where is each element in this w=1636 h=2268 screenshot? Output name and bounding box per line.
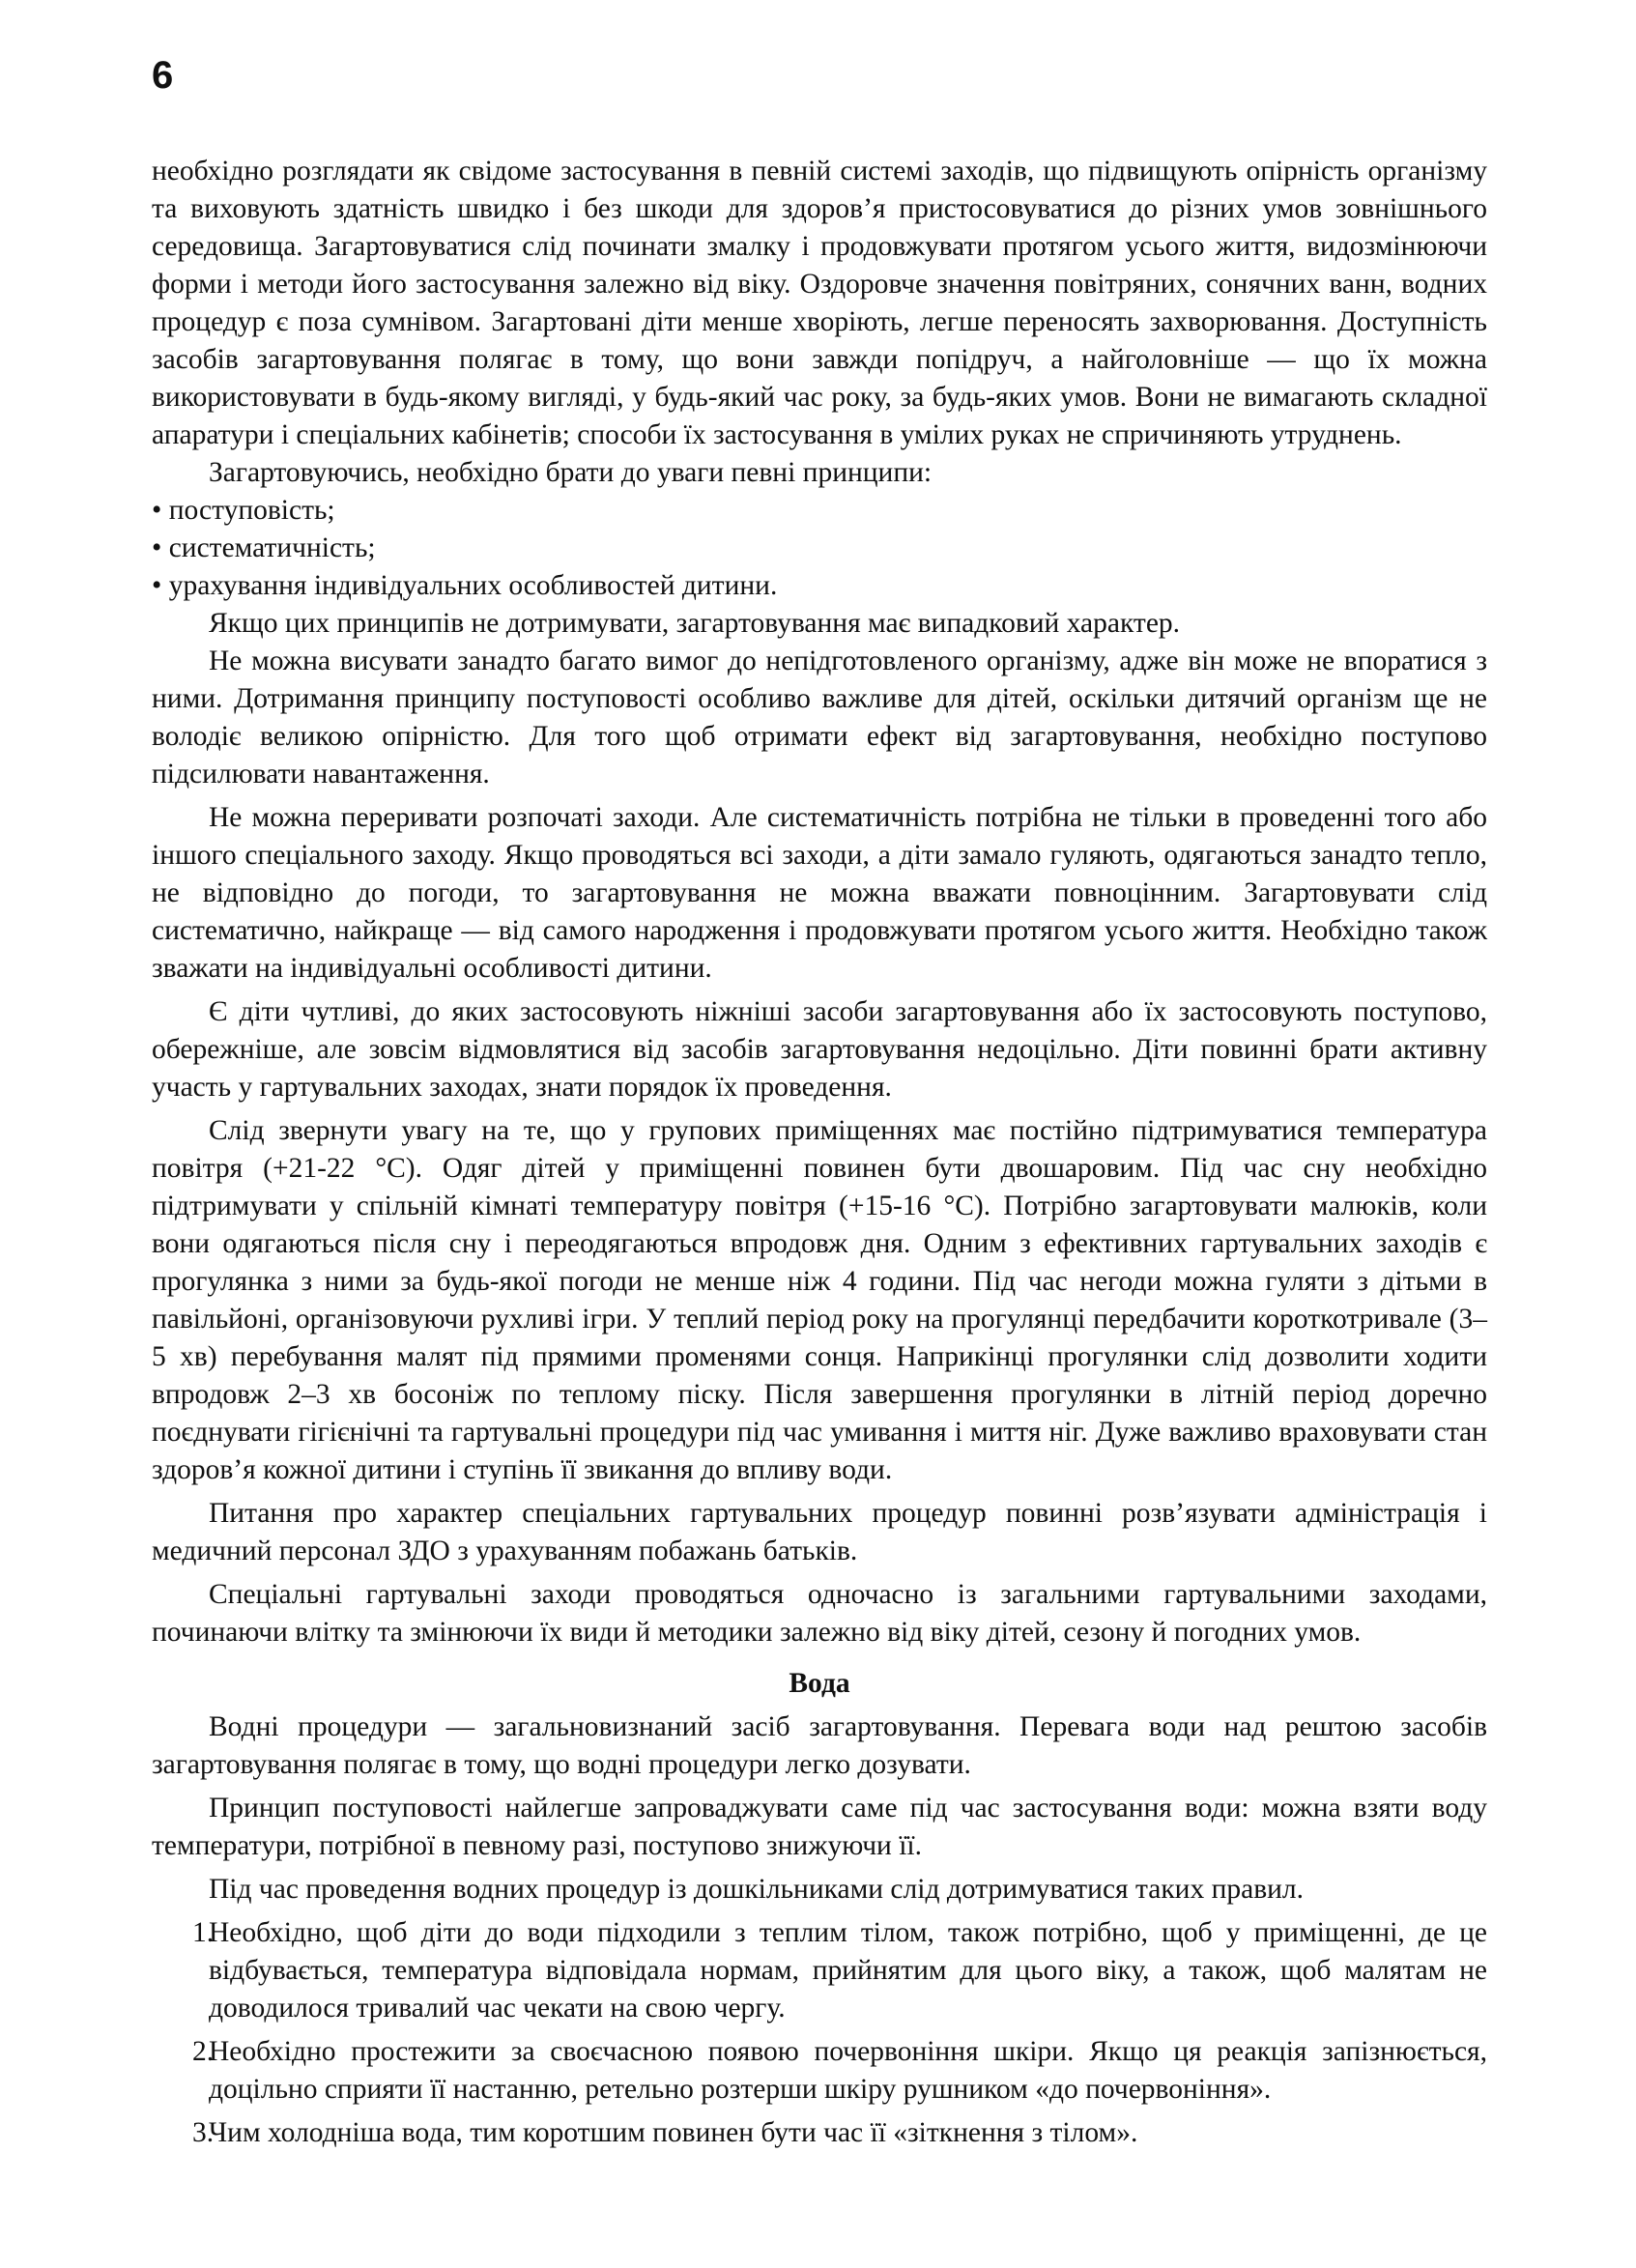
water-paragraph: Під час проведення водних процедур із дошкільниками слід дотримуватися таких правил. bbox=[209, 1874, 1305, 1905]
principle-item: • урахування індивідуальних особливостей дитини. bbox=[152, 570, 778, 601]
intro-paragraph: необхідно розглядати як свідоме застосування в певній системі заходів, що підвищують опірність організму та виховують здатність швидко і без шкоди для здоров’я пристосовуватися до різних умов зовнішнього середовища. Загартовуватися слід починати змалку і продовжувати протягом усього життя, видозмінюючи форми і методи його застосування залежно від віку. Оздоровче значення повітряних, сонячних ванн, водних процедур є поза сумнівом. Загартовані діти менше хворіють, легше переносять захворювання. Доступність засобів загартовування полягає в тому, що вони завжди попідруч, а найголовніше — що їх можна використовувати в будь-якому вигляді, у будь-який час року, за будь-яких умов. Вони не вимагають складної апаратури і спеціальних кабінетів; способи їх застосування в умілих руках не спричиняють утруднень. bbox=[152, 156, 1487, 450]
paragraph: Якщо цих принципів не дотримувати, загартовування має випадковий характер. bbox=[209, 608, 1181, 639]
rule-number: 1. bbox=[192, 1917, 215, 1948]
principle-item: • систематичність; bbox=[152, 532, 376, 563]
paragraph: Є діти чутливі, до яких застосовують ніжніші засоби загартовування або їх застосовують поступово, обережніше, але зовсім відмовлятися від засобів загартовування недоцільно. Діти повинні брати активну участь у гартувальних заходах, знати порядок їх проведення. bbox=[152, 996, 1487, 1103]
water-paragraph: Принцип поступовості найлегше запроваджувати саме під час застосування води: можна взяти воду температури, потрібної в певному разі, поступово знижуючи її. bbox=[152, 1793, 1487, 1861]
paragraph: Питання про характер спеціальних гартувальних процедур повинні розв’язувати адміністрація і медичний персонал ЗДО з урахуванням побажань батьків. bbox=[152, 1498, 1487, 1566]
principle-item: • поступовість; bbox=[152, 495, 335, 526]
principles-intro: Загартовуючись, необхідно брати до уваги певні принципи: bbox=[209, 457, 933, 488]
rule-item bbox=[152, 1914, 1487, 2027]
water-paragraph: Водні процедури — загальновизнаний засіб загартовування. Перевага води над рештою засобів загартовування полягає в тому, що водні процедури легко дозувати. bbox=[152, 1711, 1487, 1780]
rule-text: Необхідно, щоб діти до води підходили з теплим тілом, також потрібно, щоб у приміщенні, де це відбувається, температура відповідала нормам, прийнятим для цього віку, а також, щоб малятам не доводилося тривалий час чекати на свою чергу. bbox=[209, 1917, 1487, 2024]
page-body bbox=[152, 153, 1487, 2152]
section-heading: Вода bbox=[789, 1668, 850, 1699]
page-number: 6 bbox=[152, 54, 174, 97]
rule-item bbox=[152, 2114, 1487, 2152]
paragraph: Слід звернути увагу на те, що у групових приміщеннях має постійно підтримуватися температура повітря (+21-22 °C). Одяг дітей у приміщенні повинен бути двошаровим. Під час сну необхідно підтримувати у спільній кімнаті температуру повітря (+15-16 °C). Потрібно загартовувати малюків, коли вони одягаються після сну і переодягаються впродовж дня. Одним з ефективних гартувальних заходів є прогулянка з ними за будь-якої погоди не менше ніж 4 години. Під час негоди можна гуляти з дітьми в павільйоні, організовуючи рухливі ігри. У теплий період року на прогулянці передбачити короткотривале (3–5 хв) перебування малят під прямими променями сонця. Наприкінці прогулянки слід дозволити ходити впродовж 2–3 хв босоніж по теплому піску. Після завершення прогулянки в літній період доречно поєднувати гігієнічні та гартувальні процедури під час умивання і миття ніг. Дуже важливо враховувати стан здоров’я кожної дитини і ступінь її звикання до впливу води. bbox=[152, 1115, 1487, 1485]
rule-text: Чим холодніша вода, тим коротшим повинен бути час її «зіткнення з тілом». bbox=[209, 2117, 1138, 2148]
paragraph: Спеціальні гартувальні заходи проводяться одночасно із загальними гартувальними заходами, починаючи влітку та змінюючи їх види й методики залежно від віку дітей, сезону й погодних умов. bbox=[152, 1579, 1487, 1648]
rule-number: 2. bbox=[192, 2036, 215, 2067]
paragraph: Не можна висувати занадто багато вимог до непідготовленого організму, адже він може не впоратися з ними. Дотримання принципу поступовості особливо важливе для дітей, оскільки дитячий організм ще не володіє великою опірністю. Для того щоб отримати ефект від загартовування, необхідно поступово підсилювати навантаження. bbox=[152, 646, 1487, 789]
rule-text: Необхідно простежити за своєчасною появою почервоніння шкіри. Якщо ця реакція запізнюється, доцільно сприяти її настанню, ретельно розтерши шкіру рушником «до почервоніння». bbox=[209, 2036, 1487, 2105]
rule-item bbox=[152, 2033, 1487, 2109]
paragraph: Не можна переривати розпочаті заходи. Але систематичність потрібна не тільки в проведенні того або іншого спеціального заходу. Якщо проводяться всі заходи, а діти замало гуляють, одягаються занадто тепло, не відповідно до погоди, то загартовування не можна вважати повноцінним. Загартовувати слід систематично, найкраще — від самого народження і продовжувати протягом усього життя. Необхідно також зважати на індивідуальні особливості дитини. bbox=[152, 802, 1487, 984]
rule-number: 3. bbox=[192, 2117, 215, 2148]
